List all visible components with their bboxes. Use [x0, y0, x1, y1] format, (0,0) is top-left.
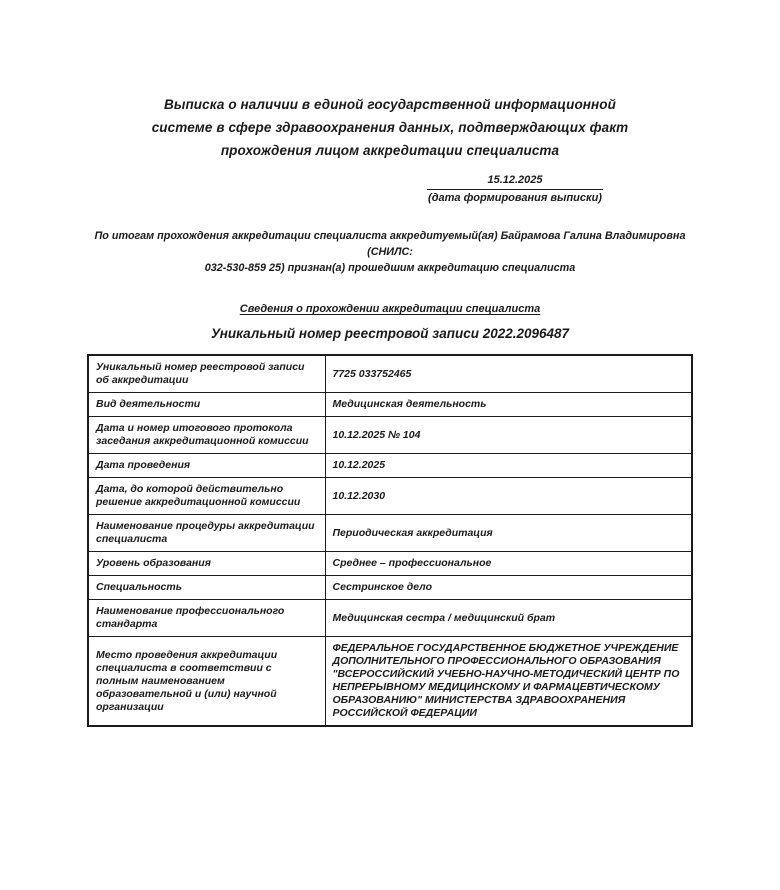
- title-line: прохождения лицом аккредитации специалиста: [220, 143, 560, 158]
- table-value-cell: ФЕДЕРАЛЬНОЕ ГОСУДАРСТВЕННОЕ БЮДЖЕТНОЕ УЧРЕЖДЕНИЕ ДОПОЛНИТЕЛЬНОГО ПРОФЕССИОНАЛЬНОГО ОБРАЗОВАНИЯ "ВСЕРОССИЙСКИЙ УЧЕБНО-НАУЧНО-МЕТОДИЧЕСКИЙ ЦЕНТР ПО НЕПРЕРЫВНОМУ МЕДИЦИНСКОМУ И ФАРМАЦЕВТИЧЕСКОМУ ОБРАЗОВАНИЮ" МИНИСТЕРСТВА ЗДРАВООХРАНЕНИЯ РОССИЙСКОЙ ФЕДЕРАЦИИ: [325, 637, 692, 727]
- table-value-cell: Сестринское дело: [325, 576, 692, 600]
- table-label-cell: Специальность: [88, 576, 325, 600]
- table-value-cell: Среднее – профессиональное: [325, 552, 692, 576]
- table-row: [88, 454, 692, 478]
- table-row: [88, 478, 692, 515]
- table-label-cell: Уровень образования: [88, 552, 325, 576]
- intro-line: 032-530-859 25) признан(а) прошедшим аккредитацию специалиста: [204, 262, 576, 274]
- intro-paragraph: [76, 228, 704, 276]
- table-label-cell: Дата проведения: [88, 454, 325, 478]
- table-row: [88, 355, 692, 393]
- intro-line: По итогам прохождения аккредитации специалиста аккредитуемый(ая) Байрамова Галина Владимировна (СНИЛС:: [94, 230, 686, 258]
- table-row: [88, 552, 692, 576]
- table-row: [88, 515, 692, 552]
- table-value-cell: 7725 033752465: [325, 355, 692, 393]
- table-value-cell: 10.12.2030: [325, 478, 692, 515]
- formation-date-caption: (дата формирования выписки): [428, 192, 602, 204]
- formation-date-block: [427, 174, 603, 204]
- table-row: [88, 600, 692, 637]
- table-label-cell: Дата, до которой действительно решение аккредитационной комиссии: [88, 478, 325, 515]
- table-value-cell: Медицинская деятельность: [325, 393, 692, 417]
- section-heading: Сведения о прохождении аккредитации специалиста: [239, 303, 541, 315]
- title-line: Выписка о наличии в единой государственной информационной: [163, 97, 616, 112]
- table-value-cell: Периодическая аккредитация: [325, 515, 692, 552]
- accreditation-table-body: [88, 355, 692, 726]
- formation-date: 15.12.2025: [427, 174, 603, 190]
- registry-number-line: Уникальный номер реестровой записи 2022.2096487: [210, 326, 570, 341]
- table-label-cell: Вид деятельности: [88, 393, 325, 417]
- table-label-cell: Дата и номер итогового протокола заседания аккредитационной комиссии: [88, 417, 325, 454]
- table-value-cell: 10.12.2025: [325, 454, 692, 478]
- document-title: [0, 0, 780, 162]
- table-row: [88, 417, 692, 454]
- table-label-cell: Место проведения аккредитации специалиста в соответствии с полным наименованием образовательной и (или) научной организации: [88, 637, 325, 727]
- table-label-cell: Наименование процедуры аккредитации специалиста: [88, 515, 325, 552]
- table-row: [88, 393, 692, 417]
- table-label-cell: Уникальный номер реестровой записи об аккредитации: [88, 355, 325, 393]
- table-row: [88, 637, 692, 727]
- accreditation-table: [87, 354, 693, 727]
- table-label-cell: Наименование профессионального стандарта: [88, 600, 325, 637]
- table-value-cell: Медицинская сестра / медицинский брат: [325, 600, 692, 637]
- table-row: [88, 576, 692, 600]
- title-line: системе в сфере здравоохранения данных, подтверждающих факт: [151, 120, 629, 135]
- table-value-cell: 10.12.2025 № 104: [325, 417, 692, 454]
